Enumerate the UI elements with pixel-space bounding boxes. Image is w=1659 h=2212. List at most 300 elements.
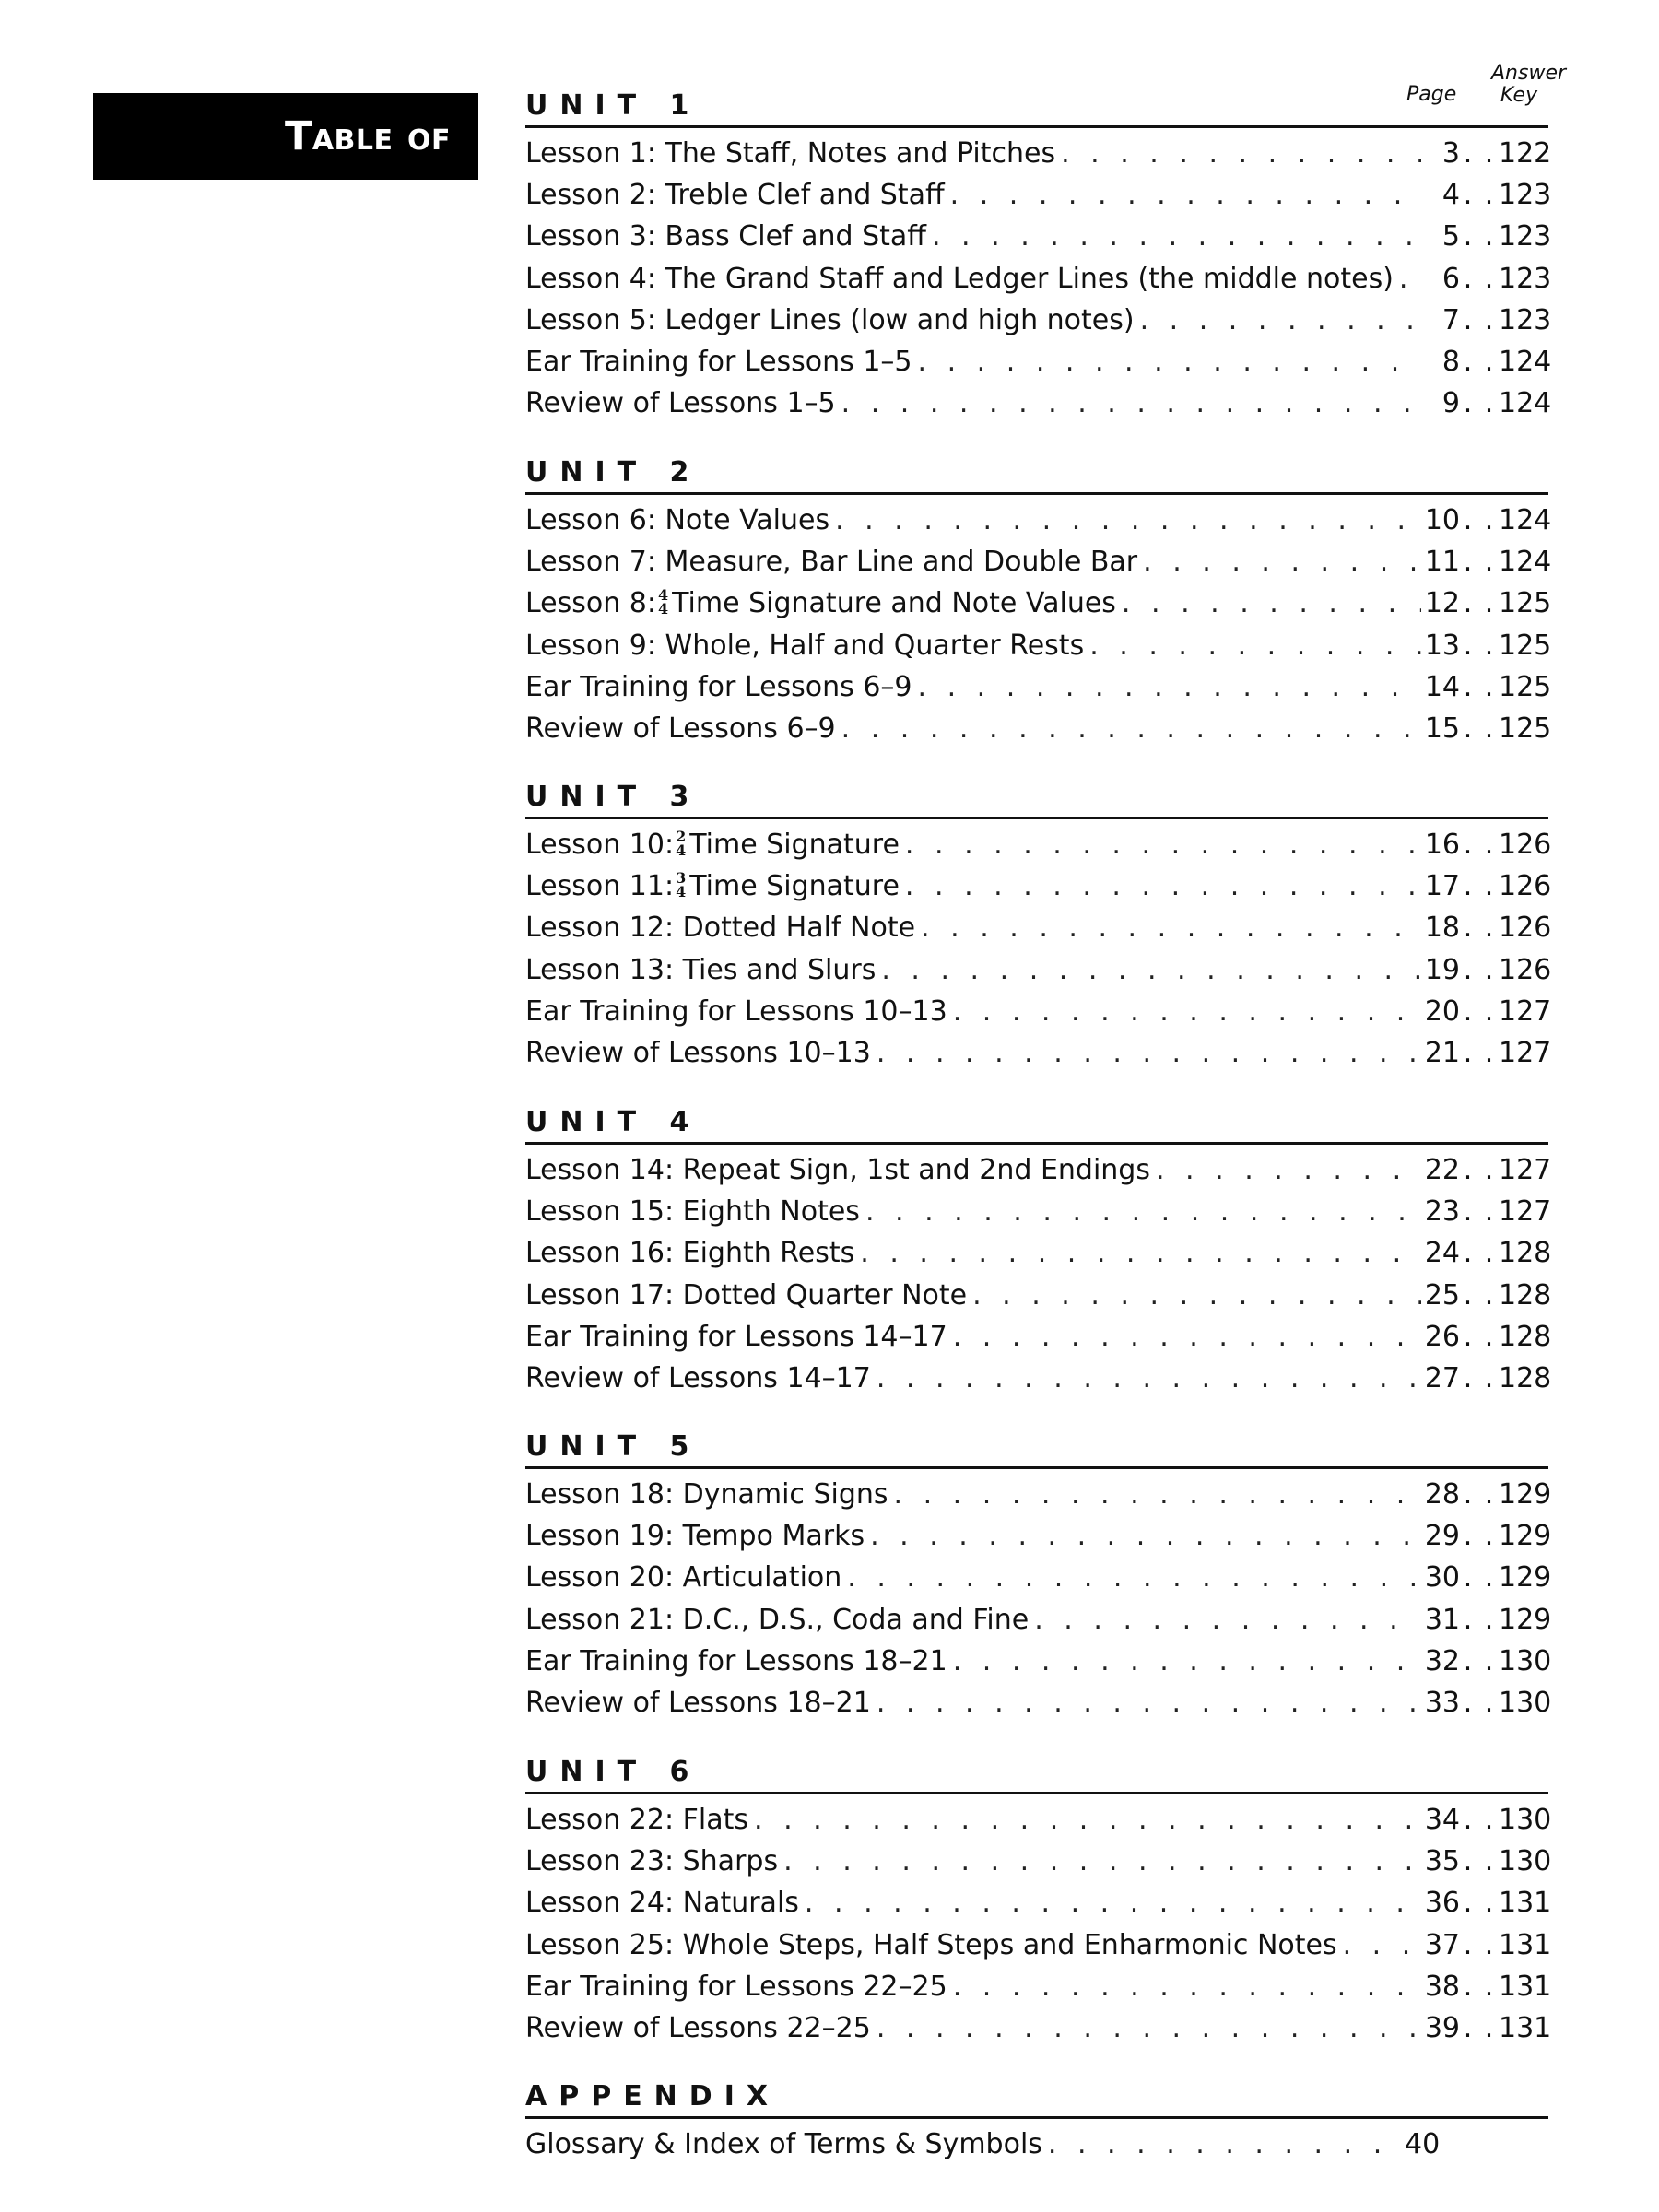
entry-label xyxy=(525,582,1122,624)
answer-key-page: 129 xyxy=(1499,1603,1552,1636)
dot-leader-short: . . xyxy=(1463,345,1496,378)
entry-title: Lesson 4: The Grand Staff and Ledger Lines (the middle notes) xyxy=(525,262,1394,295)
toc-entry[interactable] xyxy=(525,2007,1552,2049)
dot-leader-short: . . xyxy=(1463,712,1496,745)
toc-entry[interactable] xyxy=(525,382,1552,424)
answer-key-page: 128 xyxy=(1499,1237,1552,1270)
entry-label xyxy=(525,625,1089,666)
answer-key-page: 130 xyxy=(1499,1845,1552,1878)
entry-title: Lesson 15: Eighth Notes xyxy=(525,1195,860,1229)
entry-title: Lesson 8: xyxy=(525,587,657,620)
unit-section xyxy=(525,1430,1552,1724)
dot-leader-short: . . xyxy=(1463,1154,1496,1186)
dot-leader-short: . . xyxy=(1463,262,1496,295)
dot-leader xyxy=(1143,541,1421,582)
dot-leader xyxy=(860,1232,1421,1274)
toc-entry[interactable] xyxy=(525,1599,1552,1641)
dot-leader xyxy=(1343,1924,1421,1966)
page-number: 28 xyxy=(1424,1478,1460,1511)
unit-section xyxy=(525,88,1552,424)
unit-title: UNIT 4 xyxy=(525,1105,1548,1145)
answer-key-page: 123 xyxy=(1499,303,1552,336)
dot-leader xyxy=(847,1557,1421,1598)
entry-label xyxy=(525,500,835,541)
dot-leader-short: . . xyxy=(1463,1970,1496,2003)
dot-leader xyxy=(1061,133,1421,174)
entry-label xyxy=(525,1882,805,1924)
dot-leader xyxy=(1048,2124,1397,2165)
toc-entry[interactable] xyxy=(525,1149,1552,1191)
page-number: 40 xyxy=(1405,2128,1441,2160)
entry-label xyxy=(525,1966,953,2007)
toc-entry[interactable] xyxy=(525,1032,1552,1074)
entry-title: Review of Lessons 10–13 xyxy=(525,1036,871,1069)
entry-title: Lesson 23: Sharps xyxy=(525,1845,779,1878)
answer-key-page: 126 xyxy=(1499,912,1552,945)
answer-key-page: 124 xyxy=(1499,504,1552,536)
toc-entry[interactable] xyxy=(525,500,1552,541)
dot-leader-short: . . xyxy=(1463,1603,1496,1636)
answer-key-page: 128 xyxy=(1499,1278,1552,1312)
time-signature-icon xyxy=(676,868,687,900)
dot-leader xyxy=(905,824,1421,865)
answer-key-page: 127 xyxy=(1499,1036,1552,1069)
entry-label xyxy=(525,541,1143,582)
entry-list xyxy=(525,1149,1552,1399)
answer-key-page: 130 xyxy=(1499,1686,1552,1719)
page-number: 10 xyxy=(1424,504,1460,536)
page-number: 39 xyxy=(1424,2011,1460,2044)
entry-title: Ear Training for Lessons 1–5 xyxy=(525,345,912,378)
dot-leader xyxy=(953,1966,1421,2007)
toc-entry[interactable] xyxy=(525,708,1552,749)
page-number: 9 xyxy=(1441,387,1460,420)
unit-title: UNIT 2 xyxy=(525,455,1548,495)
entry-label xyxy=(525,1032,877,1074)
page-number: 20 xyxy=(1424,994,1460,1028)
page-number: 15 xyxy=(1424,712,1460,745)
toc-entry[interactable] xyxy=(525,625,1552,666)
dot-leader-short: . . xyxy=(1463,504,1496,536)
toc-entry[interactable] xyxy=(525,133,1552,174)
dot-leader-short: . . xyxy=(1463,1036,1496,1069)
dot-leader-short: . . xyxy=(1463,387,1496,420)
toc-entry[interactable] xyxy=(525,1799,1552,1841)
toc-entry[interactable] xyxy=(525,1191,1552,1232)
entry-label xyxy=(525,133,1061,174)
entry-title: Lesson 7: Measure, Bar Line and Double Bar xyxy=(525,546,1138,579)
toc-entry[interactable] xyxy=(525,1358,1552,1399)
dot-leader xyxy=(1034,1599,1421,1641)
entry-title: Lesson 17: Dotted Quarter Note xyxy=(525,1278,968,1312)
entry-list xyxy=(525,500,1552,749)
entry-label xyxy=(525,1474,894,1515)
entry-title: Ear Training for Lessons 10–13 xyxy=(525,994,947,1028)
dot-leader-short: . . xyxy=(1463,1845,1496,1878)
page-number: 7 xyxy=(1441,303,1460,336)
entry-title: Lesson 21: D.C., D.S., Coda and Fine xyxy=(525,1603,1030,1636)
dot-leader-short: . . xyxy=(1463,587,1496,620)
time-signature-top: 4 xyxy=(658,585,669,604)
entry-title: Lesson 20: Articulation xyxy=(525,1561,842,1594)
page-number: 21 xyxy=(1424,1036,1460,1069)
toc-entry[interactable] xyxy=(525,341,1552,382)
entry-title: Ear Training for Lessons 6–9 xyxy=(525,670,912,703)
dot-leader-short: . . xyxy=(1463,1320,1496,1353)
dot-leader xyxy=(835,500,1421,541)
answer-key-page: 130 xyxy=(1499,1644,1552,1677)
dot-leader-short: . . xyxy=(1463,670,1496,703)
dot-leader xyxy=(1156,1149,1421,1191)
page-number: 6 xyxy=(1441,262,1460,295)
page-number: 36 xyxy=(1424,1887,1460,1920)
answer-key-page: 123 xyxy=(1499,262,1552,295)
answer-key-page: 124 xyxy=(1499,345,1552,378)
dot-leader xyxy=(1089,625,1421,666)
toc-entry[interactable] xyxy=(525,541,1552,582)
dot-leader xyxy=(870,1515,1421,1557)
time-signature-bottom: 4 xyxy=(676,882,687,900)
entry-label xyxy=(525,1515,870,1557)
entry-title: Ear Training for Lessons 18–21 xyxy=(525,1644,947,1677)
entry-label xyxy=(525,1682,877,1724)
dot-leader-short: . . xyxy=(1463,1561,1496,1594)
dot-leader xyxy=(877,1682,1421,1724)
dot-leader-short: . . xyxy=(1463,2011,1496,2044)
dot-leader xyxy=(1140,300,1421,341)
toc-entry[interactable] xyxy=(525,2124,1548,2165)
page-number: 19 xyxy=(1424,953,1460,986)
unit-section xyxy=(525,455,1552,749)
page-number: 4 xyxy=(1441,179,1460,212)
dot-leader-short: . . xyxy=(1463,179,1496,212)
dot-leader-short: . . xyxy=(1463,1804,1496,1836)
answer-key-page: 129 xyxy=(1499,1520,1552,1553)
dot-leader xyxy=(841,708,1421,749)
answer-key-page: 125 xyxy=(1499,670,1552,703)
dot-leader xyxy=(953,1641,1421,1682)
page-number: 3 xyxy=(1441,137,1460,170)
entry-label xyxy=(525,708,841,749)
entry-label xyxy=(525,949,881,991)
dot-leader xyxy=(918,341,1421,382)
entry-title: Lesson 6: Note Values xyxy=(525,504,830,536)
dot-leader-short: . . xyxy=(1463,629,1496,662)
entry-label xyxy=(525,1924,1343,1966)
entry-title: Lesson 9: Whole, Half and Quarter Rests xyxy=(525,629,1085,662)
toc-entry[interactable] xyxy=(525,666,1552,708)
entry-label xyxy=(525,1191,865,1232)
unit-section xyxy=(525,1755,1552,2049)
dot-leader xyxy=(972,1275,1421,1316)
entry-title: Lesson 14: Repeat Sign, 1st and 2nd Endings xyxy=(525,1154,1150,1186)
dot-leader-short: . . xyxy=(1463,912,1496,945)
page-number: 13 xyxy=(1424,629,1460,662)
entry-label xyxy=(525,1641,953,1682)
answer-key-page: 130 xyxy=(1499,1804,1552,1836)
entry-label xyxy=(525,1841,783,1882)
entry-label xyxy=(525,258,1399,300)
toc-entry[interactable] xyxy=(525,907,1552,948)
answer-key-page: 125 xyxy=(1499,629,1552,662)
dot-leader-short: . . xyxy=(1463,829,1496,861)
entry-title: Lesson 2: Treble Clef and Staff xyxy=(525,179,945,212)
page-number: 33 xyxy=(1424,1686,1460,1719)
toc-banner: Table of xyxy=(93,93,478,180)
answer-key-page: 122 xyxy=(1499,137,1552,170)
dot-leader-short: . . xyxy=(1463,1361,1496,1394)
page-number: 26 xyxy=(1424,1320,1460,1353)
entry-title: Review of Lessons 6–9 xyxy=(525,712,836,745)
entry-list xyxy=(525,1474,1552,1724)
page-number: 18 xyxy=(1424,912,1460,945)
page-number: 24 xyxy=(1424,1237,1460,1270)
dot-leader-short: . . xyxy=(1463,870,1496,903)
toc-entry[interactable] xyxy=(525,300,1552,341)
unit-section xyxy=(525,780,1552,1074)
dot-leader-short: . . xyxy=(1463,1237,1496,1270)
toc-entry[interactable] xyxy=(525,949,1552,991)
answer-key-page: 126 xyxy=(1499,953,1552,986)
page-number: 32 xyxy=(1424,1644,1460,1677)
answer-key-page: 128 xyxy=(1499,1320,1552,1353)
answer-header-line: Key xyxy=(1500,84,1538,107)
entry-label xyxy=(525,1149,1156,1191)
dot-leader-short: . . xyxy=(1463,994,1496,1028)
dot-leader xyxy=(932,216,1421,257)
answer-key-page: 125 xyxy=(1499,712,1552,745)
answer-key-page: 131 xyxy=(1499,2011,1552,2044)
dot-leader xyxy=(881,949,1421,991)
dot-leader-short: . . xyxy=(1463,1686,1496,1719)
dot-leader-short: . . xyxy=(1463,220,1496,253)
dot-leader xyxy=(877,2007,1421,2049)
entry-list xyxy=(525,1799,1552,2049)
dot-leader xyxy=(918,666,1421,708)
toc-entry[interactable] xyxy=(525,1232,1552,1274)
time-signature-top: 3 xyxy=(676,868,687,887)
entry-label xyxy=(525,174,950,216)
entry-title: Lesson 10: xyxy=(525,829,675,861)
dot-leader xyxy=(953,1316,1421,1358)
entry-label xyxy=(525,1799,754,1841)
dot-leader-short: . . xyxy=(1463,1278,1496,1312)
entry-label xyxy=(525,824,905,865)
answer-key-page: 131 xyxy=(1499,1887,1552,1920)
time-signature-top: 2 xyxy=(676,827,687,845)
dot-leader xyxy=(754,1799,1421,1841)
toc-entry[interactable] xyxy=(525,1515,1552,1557)
answer-key-page: 129 xyxy=(1499,1478,1552,1511)
entry-label xyxy=(525,2007,877,2049)
time-signature-bottom: 4 xyxy=(676,841,687,859)
unit-section xyxy=(525,2079,1548,2165)
entry-label xyxy=(525,1316,953,1358)
toc-entry[interactable] xyxy=(525,865,1552,907)
answer-key-page: 126 xyxy=(1499,829,1552,861)
entry-title: Lesson 5: Ledger Lines (low and high notes) xyxy=(525,303,1135,336)
toc-entry[interactable] xyxy=(525,1557,1552,1598)
entry-title: Lesson 13: Ties and Slurs xyxy=(525,953,877,986)
answer-key-page: 123 xyxy=(1499,220,1552,253)
page-number: 11 xyxy=(1424,546,1460,579)
entry-label xyxy=(525,1275,972,1316)
page-number: 16 xyxy=(1424,829,1460,861)
page-number: 27 xyxy=(1424,1361,1460,1394)
dot-leader xyxy=(877,1032,1421,1074)
entry-label xyxy=(525,1232,860,1274)
dot-leader xyxy=(877,1358,1421,1399)
entry-title-rest: Time Signature and Note Values xyxy=(672,587,1116,620)
entry-title: Lesson 11: xyxy=(525,870,675,903)
entry-title: Review of Lessons 18–21 xyxy=(525,1686,871,1719)
page-number: 12 xyxy=(1424,587,1460,620)
answer-key-page: 123 xyxy=(1499,179,1552,212)
time-signature-icon xyxy=(658,585,669,618)
unit-title: UNIT 3 xyxy=(525,780,1548,819)
answer-key-page: 124 xyxy=(1499,546,1552,579)
dot-leader-short: . . xyxy=(1463,546,1496,579)
page-number: 17 xyxy=(1424,870,1460,903)
unit-section xyxy=(525,1105,1552,1399)
answer-key-page: 126 xyxy=(1499,870,1552,903)
entry-label xyxy=(525,666,918,708)
toc-entry[interactable] xyxy=(525,1924,1552,1966)
entry-title: Lesson 16: Eighth Rests xyxy=(525,1237,855,1270)
entry-title: Lesson 19: Tempo Marks xyxy=(525,1520,865,1553)
entry-label xyxy=(525,1599,1034,1641)
answer-key-page: 127 xyxy=(1499,1154,1552,1186)
entry-title-rest: Time Signature xyxy=(689,829,900,861)
entry-label xyxy=(525,865,905,907)
entry-label xyxy=(525,907,921,948)
entry-title: Glossary & Index of Terms & Symbols xyxy=(525,2128,1042,2160)
page-number: 35 xyxy=(1424,1845,1460,1878)
dot-leader xyxy=(783,1841,1421,1882)
page-number: 5 xyxy=(1441,220,1460,253)
entry-title: Lesson 3: Bass Clef and Staff xyxy=(525,220,926,253)
entry-title: Lesson 24: Naturals xyxy=(525,1887,799,1920)
entry-list xyxy=(525,133,1552,424)
entry-title: Review of Lessons 22–25 xyxy=(525,2011,871,2044)
dot-leader-short: . . xyxy=(1463,1520,1496,1553)
entry-label xyxy=(525,382,841,424)
unit-title: UNIT 1 xyxy=(525,88,1548,128)
entry-label xyxy=(525,1358,877,1399)
toc-entry[interactable] xyxy=(525,824,1552,865)
toc-entry[interactable] xyxy=(525,1474,1552,1515)
dot-leader xyxy=(865,1191,1421,1232)
toc-entry[interactable] xyxy=(525,991,1552,1032)
page-column-header: Page xyxy=(1406,83,1457,106)
time-signature-bottom: 4 xyxy=(658,599,669,618)
dot-leader xyxy=(1122,582,1421,624)
dot-leader-short: . . xyxy=(1463,303,1496,336)
entry-title: Lesson 18: Dynamic Signs xyxy=(525,1478,888,1511)
entry-list xyxy=(525,2124,1548,2165)
page-number: 29 xyxy=(1424,1520,1460,1553)
toc-entry[interactable] xyxy=(525,1316,1552,1358)
time-signature-icon xyxy=(676,827,687,859)
toc-entry[interactable] xyxy=(525,216,1552,257)
answer-key-page: 127 xyxy=(1499,994,1552,1028)
entry-title: Review of Lessons 14–17 xyxy=(525,1361,871,1394)
page-number: 34 xyxy=(1424,1804,1460,1836)
dot-leader xyxy=(950,174,1421,216)
dot-leader xyxy=(841,382,1421,424)
toc-entry[interactable] xyxy=(525,1966,1552,2007)
entry-label xyxy=(525,216,932,257)
dot-leader-short: . . xyxy=(1463,1478,1496,1511)
page-number: 30 xyxy=(1424,1561,1460,1594)
page-number: 38 xyxy=(1424,1970,1460,2003)
answer-key-page: 125 xyxy=(1499,587,1552,620)
entry-title: Ear Training for Lessons 22–25 xyxy=(525,1970,947,2003)
answer-key-page: 129 xyxy=(1499,1561,1552,1594)
unit-title: APPENDIX xyxy=(525,2079,1548,2119)
entry-list xyxy=(525,824,1552,1074)
dot-leader-short: . . xyxy=(1463,1644,1496,1677)
entry-title: Lesson 22: Flats xyxy=(525,1804,748,1836)
dot-leader-short: . . xyxy=(1463,137,1496,170)
toc-entry[interactable] xyxy=(525,174,1552,216)
dot-leader-short: . . xyxy=(1463,1887,1496,1920)
page-number: 37 xyxy=(1424,1928,1460,1961)
answer-key-page: 131 xyxy=(1499,1928,1552,1961)
dot-leader xyxy=(905,865,1421,907)
entry-label xyxy=(525,1557,847,1598)
toc-entry[interactable] xyxy=(525,1275,1552,1316)
page-number: 14 xyxy=(1424,670,1460,703)
page-number: 22 xyxy=(1424,1154,1460,1186)
toc-entry[interactable] xyxy=(525,1841,1552,1882)
answer-key-page: 131 xyxy=(1499,1970,1552,2003)
page-number: 31 xyxy=(1424,1603,1460,1636)
dot-leader-short: . . xyxy=(1463,1195,1496,1229)
entry-label xyxy=(525,2124,1048,2165)
unit-title: UNIT 6 xyxy=(525,1755,1548,1794)
answer-key-page: 128 xyxy=(1499,1361,1552,1394)
entry-label xyxy=(525,341,918,382)
dot-leader xyxy=(1399,258,1421,300)
entry-label xyxy=(525,991,953,1032)
entry-title: Review of Lessons 1–5 xyxy=(525,387,836,420)
dot-leader xyxy=(805,1882,1421,1924)
entry-title: Ear Training for Lessons 14–17 xyxy=(525,1320,947,1353)
answer-key-page: 124 xyxy=(1499,387,1552,420)
page-number: 8 xyxy=(1441,345,1460,378)
entry-title: Lesson 25: Whole Steps, Half Steps and Enharmonic Notes xyxy=(525,1928,1337,1961)
entry-label xyxy=(525,300,1140,341)
dot-leader xyxy=(894,1474,1421,1515)
toc-entry[interactable] xyxy=(525,258,1552,300)
dot-leader-short: . . xyxy=(1463,1928,1496,1961)
entry-title: Lesson 1: The Staff, Notes and Pitches xyxy=(525,137,1056,170)
entry-title: Lesson 12: Dotted Half Note xyxy=(525,912,916,945)
dot-leader-short: . . xyxy=(1463,953,1496,986)
answer-header-line: Answer xyxy=(1491,62,1567,85)
page-number: 23 xyxy=(1424,1195,1460,1229)
toc-entry[interactable] xyxy=(525,1682,1552,1724)
entry-title-rest: Time Signature xyxy=(689,870,900,903)
toc-entry[interactable] xyxy=(525,1641,1552,1682)
dot-leader xyxy=(953,991,1421,1032)
dot-leader xyxy=(921,907,1421,948)
answer-key-page: 127 xyxy=(1499,1195,1552,1229)
toc-entry[interactable] xyxy=(525,582,1552,624)
unit-title: UNIT 5 xyxy=(525,1430,1548,1469)
toc-entry[interactable] xyxy=(525,1882,1552,1924)
